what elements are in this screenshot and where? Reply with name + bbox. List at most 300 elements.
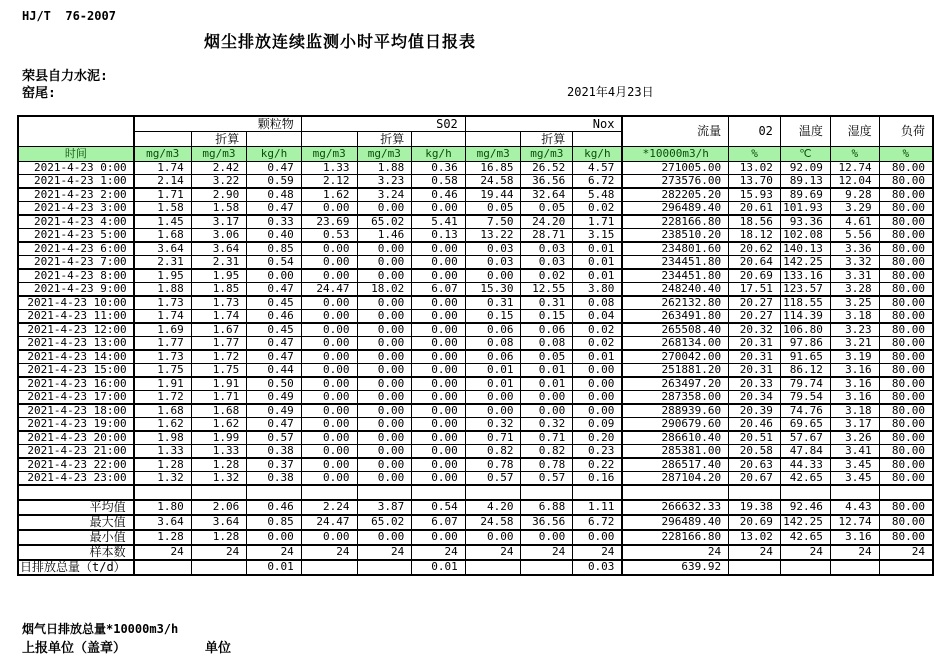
empty-cell [301,131,357,146]
cell: 0.00 [301,296,357,310]
cell: 15.93 [729,188,781,202]
cell: 228166.80 [622,215,728,229]
cell: 44.33 [780,458,830,472]
flow-total-footnote: 烟气日排放总量*10000m3/h [22,622,179,636]
cell: 0.00 [465,390,521,404]
cell: 13.02 [729,161,781,174]
cell: 19.38 [729,500,781,515]
unit-cell: % [729,146,781,161]
cell: 0.00 [573,377,623,391]
header-row-groups [18,116,933,131]
cell: 1.74 [191,309,247,323]
cell: 0.00 [412,444,466,458]
cell: 18.12 [729,228,781,242]
cell: 0.47 [247,201,302,215]
cell: 0.00 [301,242,357,256]
cell: 80.00 [879,215,933,229]
cell: 0.00 [301,431,357,445]
empty-cell [465,131,521,146]
cell: 228166.80 [622,530,728,545]
unit-cell: mg/m3 [521,146,573,161]
cell: 13.02 [729,530,781,545]
cell: 2021-4-23 21:00 [18,444,134,458]
cell [465,485,521,500]
cell: 3.28 [830,282,879,296]
cell: 1.75 [191,363,247,377]
cell: 0.00 [301,458,357,472]
cell: 24 [729,545,781,560]
cell: 1.11 [573,500,623,515]
cell: 0.00 [412,350,466,364]
cell [521,485,573,500]
cell: 20.32 [729,323,781,337]
cell: 2.12 [301,174,357,188]
cell: 80.00 [879,390,933,404]
cell: 0.03 [573,560,623,575]
cell: 3.16 [830,377,879,391]
cell: 118.55 [780,296,830,310]
cell: 3.22 [191,174,247,188]
cell [247,485,302,500]
cell: 0.00 [412,269,466,283]
cell: 1.73 [134,350,192,364]
cell: 1.28 [134,458,192,472]
cell: 1.71 [191,390,247,404]
cell: 0.00 [357,458,412,472]
table-row [18,242,933,256]
cell [729,485,781,500]
cell: 0.46 [247,500,302,515]
unit-cell: *10000m3/h [622,146,728,161]
unit-cell: mg/m3 [191,146,247,161]
cell: 234801.60 [622,242,728,256]
cell: 0.00 [357,201,412,215]
table-row [18,323,933,337]
cell: 4.43 [830,500,879,515]
cell: 2.42 [191,161,247,174]
cell: 1.85 [191,282,247,296]
cell: 24 [622,545,728,560]
cell: 0.00 [521,530,573,545]
cell: 0.05 [521,350,573,364]
cell: 142.25 [780,255,830,269]
unit-cell: mg/m3 [134,146,192,161]
cell: 1.62 [191,417,247,431]
cell: 0.00 [412,242,466,256]
monitoring-table [17,115,934,576]
cell: 0.00 [301,255,357,269]
cell: 最大值 [18,515,134,530]
group-so2: S02 [301,116,465,131]
cell: 91.65 [780,350,830,364]
cell: 20.63 [729,458,781,472]
cell: 3.24 [357,188,412,202]
cell: 3.64 [191,242,247,256]
cell: 20.34 [729,390,781,404]
cell: 0.85 [247,242,302,256]
header-load: 负荷 [879,116,933,146]
cell: 20.46 [729,417,781,431]
cell [357,485,412,500]
cell: 0.00 [573,390,623,404]
cell: 80.00 [879,500,933,515]
corner-cell [18,116,134,146]
cell: 123.57 [780,282,830,296]
unit-cell: kg/h [573,146,623,161]
cell: 1.77 [191,336,247,350]
cell: 2021-4-23 4:00 [18,215,134,229]
cell: 0.06 [465,350,521,364]
cell: 0.59 [247,174,302,188]
cell: 42.65 [780,530,830,545]
cell [879,560,933,575]
cell: 0.33 [247,215,302,229]
cell: 0.01 [573,350,623,364]
cell: 1.46 [357,228,412,242]
cell: 5.41 [412,215,466,229]
cell: 2021-4-23 18:00 [18,404,134,418]
cell: 28.71 [521,228,573,242]
cell: 0.00 [357,417,412,431]
cell: 24 [573,545,623,560]
cell: 0.00 [301,336,357,350]
cell: 3.19 [830,350,879,364]
cell: 268134.00 [622,336,728,350]
cell: 80.00 [879,515,933,530]
cell: 0.00 [301,350,357,364]
table-row [18,350,933,364]
cell: 3.18 [830,404,879,418]
cell: 2021-4-23 10:00 [18,296,134,310]
cell: 3.18 [830,309,879,323]
cell: 0.00 [357,530,412,545]
cell: 80.00 [879,471,933,485]
cell: 样本数 [18,545,134,560]
cell: 1.33 [134,444,192,458]
cell: 0.50 [247,377,302,391]
cell: 2021-4-23 22:00 [18,458,134,472]
cell: 1.88 [357,161,412,174]
cell: 0.78 [521,458,573,472]
cell: 26.52 [521,161,573,174]
cell: 1.33 [191,444,247,458]
cell: 1.95 [134,269,192,283]
cell [134,485,192,500]
cell: 0.03 [465,242,521,256]
cell: 20.58 [729,444,781,458]
empty-cell [247,131,302,146]
cell: 2021-4-23 1:00 [18,174,134,188]
cell: 0.09 [573,417,623,431]
cell: 57.67 [780,431,830,445]
cell: 0.00 [357,269,412,283]
table-row [18,282,933,296]
cell: 3.21 [830,336,879,350]
cell: 12.04 [830,174,879,188]
cell: 0.00 [412,309,466,323]
cell: 1.73 [191,296,247,310]
cell: 24.58 [465,174,521,188]
cell: 1.62 [301,188,357,202]
cell: 3.23 [357,174,412,188]
cell: 114.39 [780,309,830,323]
cell: 0.47 [247,336,302,350]
cell: 3.45 [830,471,879,485]
cell: 285381.00 [622,444,728,458]
cell: 0.00 [521,404,573,418]
cell: 24 [780,545,830,560]
cell: 32.64 [521,188,573,202]
cell: 0.37 [247,458,302,472]
empty-cell [573,131,623,146]
cell: 1.68 [134,404,192,418]
cell [357,560,412,575]
table-row [18,215,933,229]
header-row-units [18,146,933,161]
cell: 0.00 [412,404,466,418]
cell: 0.00 [301,201,357,215]
cell: 24 [301,545,357,560]
cell: 1.33 [301,161,357,174]
cell: 20.33 [729,377,781,391]
cell: 234451.80 [622,255,728,269]
cell: 6.07 [412,282,466,296]
cell: 0.00 [412,296,466,310]
cell: 1.80 [134,500,192,515]
cell: 92.09 [780,161,830,174]
cell: 0.46 [247,309,302,323]
cell: 92.46 [780,500,830,515]
cell: 12.74 [830,161,879,174]
cell [729,560,781,575]
cell: 0.02 [521,269,573,283]
cell: 80.00 [879,363,933,377]
cell: 24 [247,545,302,560]
cell: 24 [134,545,192,560]
cell: 0.00 [412,458,466,472]
cell: 0.01 [573,242,623,256]
cell: 20.64 [729,255,781,269]
unit-cell: kg/h [412,146,466,161]
cell: 0.06 [465,323,521,337]
table-row [18,458,933,472]
cell: 273576.00 [622,174,728,188]
cell: 20.27 [729,296,781,310]
empty-cell [412,131,466,146]
unit-label: 单位 [205,641,232,656]
cell: 0.00 [412,201,466,215]
cell [191,485,247,500]
cell: 271005.00 [622,161,728,174]
cell: 0.47 [247,282,302,296]
cell: 80.00 [879,242,933,256]
cell: 101.93 [780,201,830,215]
table-row [18,471,933,485]
cell: 0.31 [521,296,573,310]
cell: 0.06 [521,323,573,337]
cell: 0.00 [412,377,466,391]
table-row [18,228,933,242]
cell: 79.74 [780,377,830,391]
cell: 3.64 [191,515,247,530]
cell: 0.57 [465,471,521,485]
table-row [18,174,933,188]
cell: 0.00 [301,309,357,323]
zhesuan-label: 折算 [191,131,247,146]
cell: 2.31 [134,255,192,269]
cell: 0.15 [465,309,521,323]
cell: 0.00 [357,390,412,404]
cell: 234451.80 [622,269,728,283]
cell: 0.57 [521,471,573,485]
cell: 0.00 [301,377,357,391]
group-particulate: 颗粒物 [134,116,302,131]
table-row [18,188,933,202]
cell: 36.56 [521,174,573,188]
cell: 0.00 [357,309,412,323]
unit-cell: kg/h [247,146,302,161]
cell: 3.17 [191,215,247,229]
header-flow: 流量 [622,116,728,146]
cell: 80.00 [879,350,933,364]
cell: 24 [830,545,879,560]
cell: 最小值 [18,530,134,545]
cell: 36.56 [521,515,573,530]
summary-row [18,530,933,545]
cell: 3.64 [134,515,192,530]
cell: 1.91 [191,377,247,391]
cell: 0.54 [247,255,302,269]
cell: 24.47 [301,282,357,296]
cell: 80.00 [879,377,933,391]
cell: 0.57 [247,431,302,445]
cell: 80.00 [879,174,933,188]
cell: 0.44 [247,363,302,377]
cell: 3.25 [830,296,879,310]
cell: 1.71 [134,188,192,202]
cell: 1.77 [134,336,192,350]
table-row [18,444,933,458]
cell: 1.74 [134,161,192,174]
table-row [18,417,933,431]
group-nox: Nox [465,116,622,131]
cell: 0.00 [301,269,357,283]
cell [573,485,623,500]
cell: 3.80 [573,282,623,296]
table-row [18,296,933,310]
cell: 80.00 [879,323,933,337]
cell: 1.58 [134,201,192,215]
cell: 80.00 [879,201,933,215]
cell: 0.01 [573,255,623,269]
cell: 17.51 [729,282,781,296]
cell: 2.90 [191,188,247,202]
cell: 2021-4-23 16:00 [18,377,134,391]
cell: 0.02 [573,336,623,350]
cell: 24 [879,545,933,560]
cell: 0.05 [521,201,573,215]
cell: 2021-4-23 0:00 [18,161,134,174]
cell: 12.74 [830,515,879,530]
cell: 0.00 [412,431,466,445]
cell: 0.58 [412,174,466,188]
cell: 0.31 [465,296,521,310]
cell: 20.69 [729,269,781,283]
cell: 79.54 [780,390,830,404]
cell: 3.15 [573,228,623,242]
cell: 80.00 [879,269,933,283]
cell: 1.28 [134,530,192,545]
cell: 0.02 [573,323,623,337]
header-time: 时间 [18,146,134,161]
cell: 6.07 [412,515,466,530]
cell: 0.38 [247,471,302,485]
summary-row [18,545,933,560]
cell: 0.00 [412,530,466,545]
cell: 0.71 [465,431,521,445]
cell: 0.36 [412,161,466,174]
cell: 1.28 [191,458,247,472]
cell: 20.39 [729,404,781,418]
header-humidity: 湿度 [830,116,879,146]
cell: 80.00 [879,444,933,458]
summary-row [18,500,933,515]
cell: 0.32 [465,417,521,431]
cell: 3.23 [830,323,879,337]
cell: 20.62 [729,242,781,256]
unit-cell: % [879,146,933,161]
cell: 0.46 [412,188,466,202]
cell: 0.01 [412,560,466,575]
cell: 0.00 [357,323,412,337]
cell: 0.82 [521,444,573,458]
cell: 248240.40 [622,282,728,296]
cell: 1.88 [134,282,192,296]
cell: 0.00 [412,390,466,404]
cell: 265508.40 [622,323,728,337]
cell: 262132.80 [622,296,728,310]
cell: 65.02 [357,215,412,229]
cell: 0.00 [357,404,412,418]
table-row [18,431,933,445]
cell: 0.53 [301,228,357,242]
header-o2: 02 [729,116,781,146]
cell: 2021-4-23 7:00 [18,255,134,269]
cell: 0.00 [301,323,357,337]
cell [18,485,134,500]
cell: 0.48 [247,188,302,202]
cell: 20.31 [729,363,781,377]
cell: 20.31 [729,336,781,350]
cell [134,560,192,575]
table-row [18,201,933,215]
cell: 0.40 [247,228,302,242]
summary-row [18,560,933,575]
cell: 1.68 [134,228,192,242]
cell: 89.69 [780,188,830,202]
cell: 2021-4-23 8:00 [18,269,134,283]
cell: 15.30 [465,282,521,296]
cell: 266632.33 [622,500,728,515]
cell: 0.00 [301,530,357,545]
cell: 80.00 [879,228,933,242]
cell: 296489.40 [622,515,728,530]
cell [780,560,830,575]
cell: 0.54 [412,500,466,515]
cell [412,485,466,500]
cell: 0.08 [521,336,573,350]
cell: 0.20 [573,431,623,445]
